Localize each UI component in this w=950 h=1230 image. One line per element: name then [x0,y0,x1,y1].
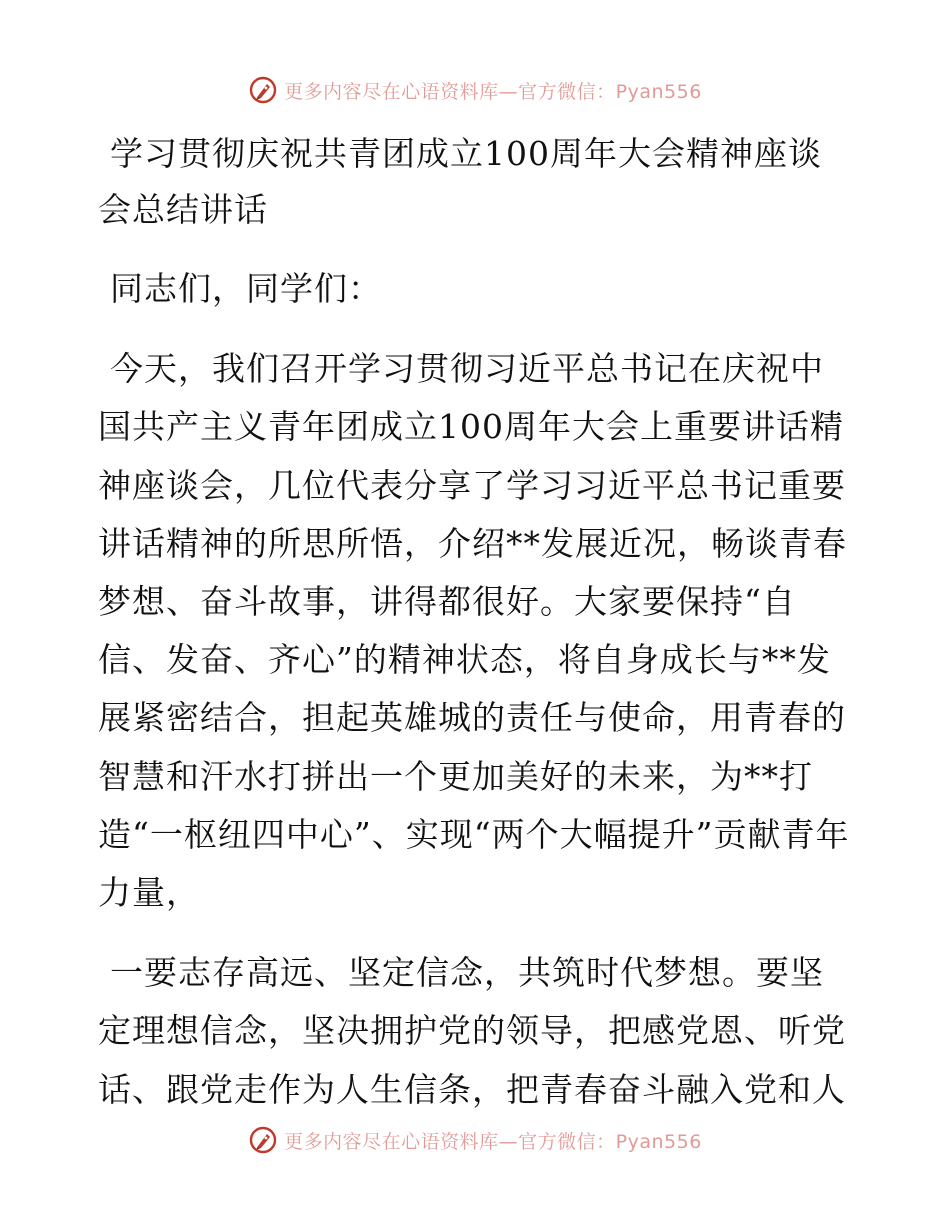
watermark-text: 更多内容尽在心语资料库—官方微信：Pyan556 [284,1130,702,1153]
paragraph-intro: 今天，我们召开学习贯彻习近平总书记在庆祝中国共产主义青年团成立100周年大会上重要讲话精神座谈会，几位代表分享了学习习近平总书记重要讲话精神的所思所悟，介绍**发展近况，畅谈青春梦想、奋斗故事，讲得都很好。大家要保持“自信、发奋、齐心”的精神状态，将自身成长与**发展紧密结合，担起英雄城的责任与使命，用青春的智慧和汗水打拼出一个更加美好的未来，为**打造“一枢纽四中心”、实现“两个大幅提升”贡献青年力量， [98,349,850,913]
paragraph-point-one: 一要志存高远、坚定信念，共筑时代梦想。要坚定理想信念，坚决拥护党的领导，把感党恩、听党话、跟党走作为人生信条，把青春奋斗融入党和人 [98,953,846,1109]
pen-nib-logo-icon [248,1125,278,1155]
watermark-header [0,70,950,110]
watermark-text: 更多内容尽在心语资料库—官方微信：Pyan556 [284,80,702,103]
greeting: 同志们，同学们： [110,269,382,308]
watermark-footer [0,1120,950,1160]
pen-nib-logo-icon [248,75,278,105]
document-body [98,126,850,1141]
document-title: 学习贯彻庆祝共青团成立100周年大会精神座谈会总结讲话 [98,134,822,229]
